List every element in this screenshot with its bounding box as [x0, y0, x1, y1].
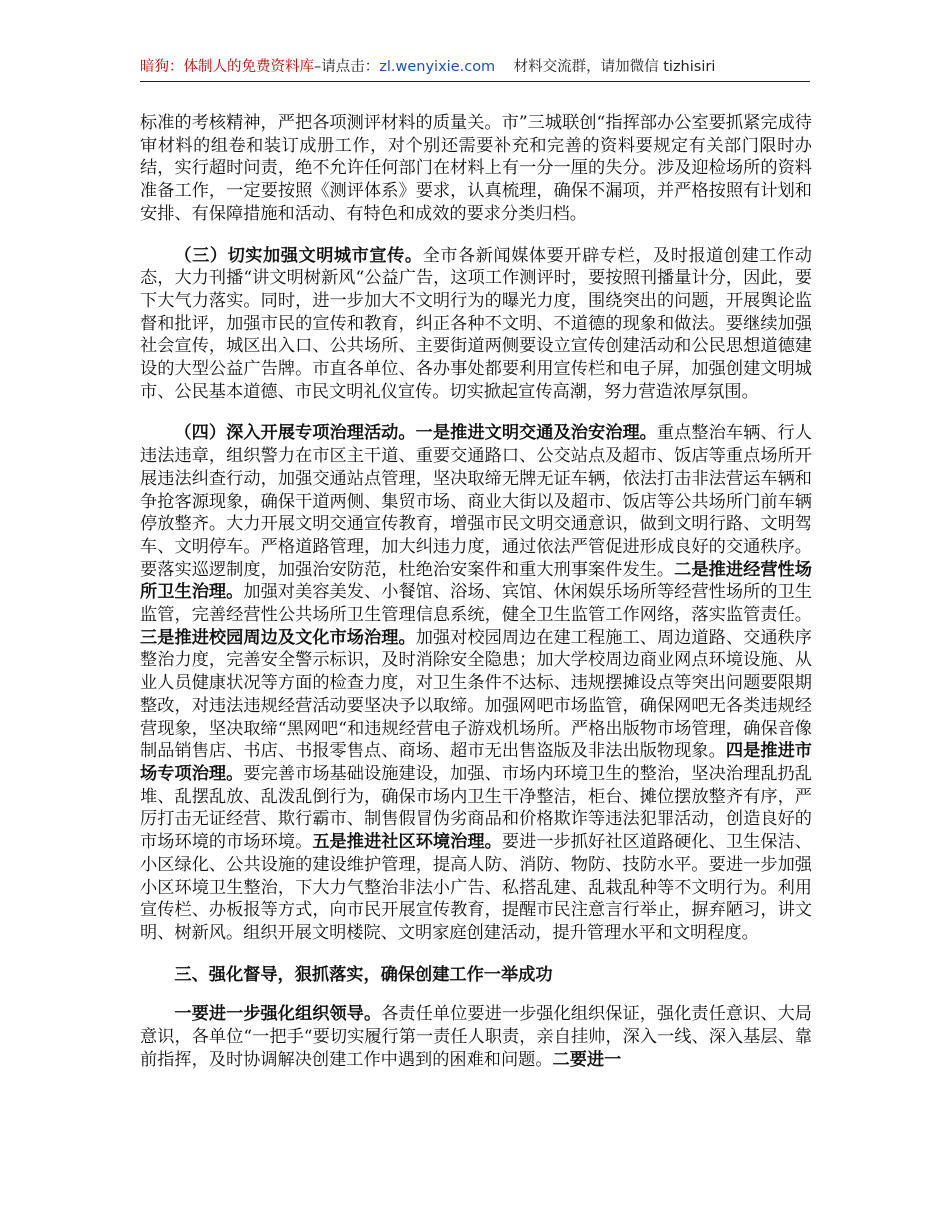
paragraph-propaganda — [140, 245, 812, 404]
page-header — [140, 55, 810, 82]
chapter-heading — [140, 964, 812, 987]
header-site-name: 暗狗：体制人的免费资料库 — [140, 59, 314, 75]
paragraph-special-governance — [140, 422, 812, 944]
sub-heading: 四是推进市场专项治理。 — [140, 741, 812, 784]
paragraph-text: 全市各新闻媒体要开辟专栏，及时报道创建工作动态，大力刊播“讲文明树新风“公益广告，这项工作测评时，要按照刊播量计分，因此，要下大气力落实。同时，进一步加大不文明行为的曝光力度，围绕突出的问题，开展舆论监督和批评，加强市民的宣传和教育，纠正各种不文明、不道德的现象和做法。要继续加强社会宣传，城区出入口、公共场所、主要街道两侧要设立宣传创建活动和公民思想道德建设的大型公益广告牌。市直各单位、各办事处都要利用宣传栏和电子屏，加强创建文明城市、公民基本道德、市民文明礼仪宣传。切实掀起宣传高潮，努力营造浓厚氛围。 — [140, 245, 812, 402]
paragraph-supervision — [140, 1003, 812, 1071]
paragraph-text: 加强对校园周边在建工程施工、周边道路、交通秩序整治力度，完善安全警示标识，及时消除安全隐患；加大学校周边商业网点环境设施、从业人员健康状况等方面的检查力度，对卫生条件不达标、违规摆摊设点等突出问题要限期整改，对违法违规经营活动要坚决予以取缔。加强网吧市场监管，确保网吧无各类违规经营现象，坚决取缔“黑网吧“和违规经营电子游戏机场所。严格出版物市场管理，确保音像制品销售店、书店、书报零售点、商场、超市无出售盗版及非法出版物现象。 — [140, 627, 812, 762]
sub-heading: 五是推进社区环境治理。 — [312, 832, 502, 853]
document-body — [140, 112, 812, 1090]
sub-heading: 一是推进文明交通及治安治理。 — [415, 423, 657, 444]
paragraph-text: 重点整治车辆、行人违法违章，组织警力在市区主干道、重要交通路口、公交站点及超市、饭店等重点场所开展违法纠查行动，加强交通站点管理，坚决取缔无牌无证车辆，依法打击非法营运车辆和争抢客源现象，确保干道两侧、集贸市场、商业大街以及超市、饭店等公共场所门前车辆停放整齐。大力开展文明交通宣传教育，增强市民文明交通意识，做到文明行路、文明驾车、文明停车。严格道路管理，加大纠违力度，通过依法严管促进形成良好的交通秩序。要落实巡逻制度，加强治安防范，杜绝治安案件和重大刑事案件发生。 — [140, 423, 812, 580]
sub-heading: 三是推进校园周边及文化市场治理。 — [140, 627, 416, 648]
sub-heading: 二是推进经营性场所卫生治理。 — [140, 559, 812, 603]
sub-heading: 一要进一步强化组织领导。 — [174, 1004, 382, 1025]
section-heading: （三）切实加强文明城市宣传。 — [174, 245, 423, 266]
paragraph-text: 要完善市场基础设施建设，加强、市场内环境卫生的整治，坚决治理乱扔乱堆、乱摆乱放、乱泼乱倒行为，确保市场内卫生干净整洁，柜台、摊位摆放整齐有序，严厉打击无证经营、欺行霸市、制售假冒伪劣商品和价格欺诈等违法犯罪活动，创造良好的市场环境的市场环境。 — [140, 763, 812, 853]
header-link[interactable]: zl.wenyixie.com — [379, 59, 496, 75]
paragraph-text: 标准的考核精神，严把各项测评材料的质量关。市”三城联创“指挥部办公室要抓紧完成待审材料的组卷和装订成册工作，对个别还需要补充和完善的资料要规定有关部门限时办结，实行超时问责，绝不允许任何部门在材料上有一分一厘的失分。涉及迎检场所的资料准备工作，一定要按照《测评体系》要求，认真梳理，确保不漏项，并严格按照有计划和安排、有保障措施和活动、有特色和成效的要求分类归档。 — [140, 113, 812, 224]
header-contact: 材料交流群，请加微信 tizhisiri — [513, 59, 716, 75]
header-prompt: –请点击： — [314, 59, 380, 75]
paragraph-text: 各责任单位要进一步强化组织保证，强化责任意识、大局意识，各单位“一把手“要切实履行第一责任人职责，亲自挂帅，深入一线、深入基层、靠前指挥，及时协调解决创建工作中遇到的困难和问题。 — [140, 1004, 812, 1070]
paragraph-1 — [140, 112, 812, 226]
sub-heading: 二要进一 — [552, 1049, 622, 1070]
section-heading: （四）深入开展专项治理活动。 — [174, 423, 416, 444]
paragraph-text: 加强对美容美发、小餐馆、浴场、宾馆、休闲娱乐场所等经营性场所的卫生监管，完善经营性公共场所卫生管理信息系统，健全卫生监管工作网络，落实监管责任。 — [140, 582, 812, 626]
paragraph-text: 要进一步抓好社区道路硬化、卫生保洁、小区绿化、公共设施的建设维护管理，提高人防、消防、物防、技防水平。要进一步加强小区环境卫生整治，下大力气整治非法小广告、私搭乱建、乱栽乱种等不文明行为。利用宣传栏、办板报等方式，向市民开展宣传教育，提醒市民注意言行举止，摒弃陋习，讲文明、树新风。组织开展文明楼院、文明家庭创建活动，提升管理水平和文明程度。 — [140, 832, 812, 943]
chapter-heading-text: 三、强化督导，狠抓落实，确保创建工作一举成功 — [174, 964, 553, 985]
